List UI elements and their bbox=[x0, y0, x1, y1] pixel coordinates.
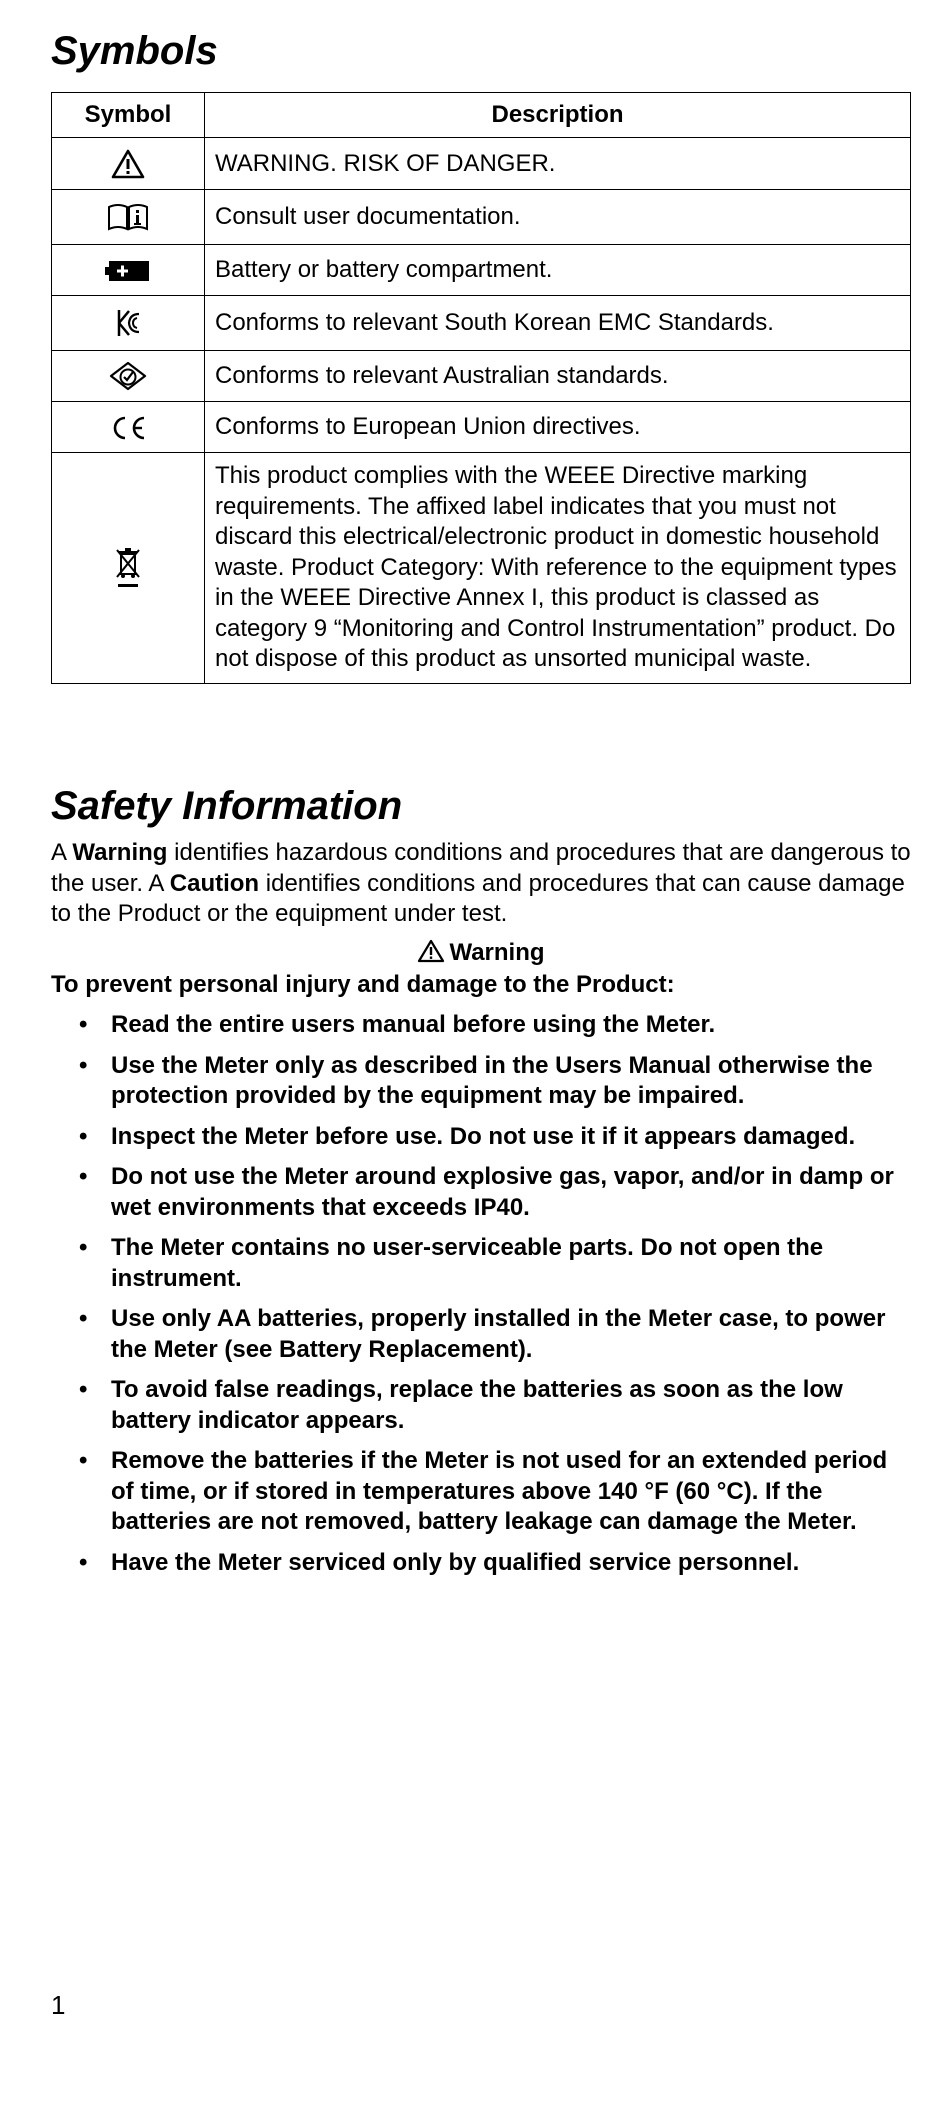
weee-crossed-bin-icon bbox=[115, 546, 141, 590]
list-item: • The Meter contains no user-serviceable parts. Do not open the instrument. bbox=[51, 1233, 911, 1294]
list-item: • Inspect the Meter before use. Do not use it if it appears damaged. bbox=[51, 1122, 911, 1153]
ce-mark-icon bbox=[109, 415, 147, 441]
page-number: 1 bbox=[51, 1990, 66, 2020]
table-header-row bbox=[52, 93, 911, 138]
table-row bbox=[52, 245, 911, 296]
table-row bbox=[52, 138, 911, 190]
warning-lead: To prevent personal injury and damage to the Product: bbox=[51, 971, 675, 998]
symbol-description: Conforms to European Union directives. bbox=[205, 402, 911, 453]
list-item: • To avoid false readings, replace the batteries as soon as the low battery indicator appears. bbox=[51, 1375, 911, 1436]
list-item: • Have the Meter serviced only by qualified service personnel. bbox=[51, 1548, 911, 1579]
warning-list bbox=[51, 1010, 911, 1588]
symbol-description: Battery or battery compartment. bbox=[205, 245, 911, 296]
symbol-description: WARNING. RISK OF DANGER. bbox=[205, 138, 911, 190]
rcm-mark-icon bbox=[108, 360, 148, 392]
caution-term: Caution bbox=[169, 869, 260, 897]
table-row bbox=[52, 190, 911, 245]
list-item: • Do not use the Meter around explosive gas, vapor, and/or in damp or wet environments that exceeds IP40. bbox=[51, 1162, 911, 1223]
symbol-column-header: Symbol bbox=[52, 93, 205, 138]
warning-heading-label: Warning bbox=[449, 939, 545, 966]
safety-intro-paragraph: A Warning identifies hazardous conditions and procedures that are dangerous to the user. A Caution identifies conditions and procedures that can cause damage to the Product or the equipment under test. bbox=[51, 839, 911, 927]
warning-triangle-icon bbox=[111, 149, 145, 179]
battery-icon bbox=[105, 259, 151, 283]
description-column-header: Description bbox=[205, 93, 911, 138]
table-row bbox=[52, 453, 911, 684]
symbol-description: This product complies with the WEEE Directive marking requirements. The affixed label indicates that you must not discard this electrical/electronic product in domestic household waste. Product Category: With reference to the equipment types in the WEEE Directive Annex I, this product is classed as category 9 “Monitoring and Control Instrumentation” product. Do not dispose of this product as unsorted municipal waste. bbox=[205, 453, 911, 684]
symbol-description: Consult user documentation. bbox=[205, 190, 911, 245]
table-row bbox=[52, 351, 911, 402]
list-item: • Remove the batteries if the Meter is not used for an extended period of time, or if stored in temperatures above 140 °F (60 °C). If the batteries are not removed, battery leakage can damage the Meter. bbox=[51, 1446, 911, 1538]
kc-mark-icon bbox=[115, 307, 141, 339]
symbols-table bbox=[51, 92, 911, 684]
table-row bbox=[52, 402, 911, 453]
list-item: • Use the Meter only as described in the Users Manual otherwise the protection provided by the equipment may be impaired. bbox=[51, 1051, 911, 1112]
symbol-description: Conforms to relevant Australian standards. bbox=[205, 351, 911, 402]
symbol-description: Conforms to relevant South Korean EMC Standards. bbox=[205, 296, 911, 351]
list-item: • Read the entire users manual before using the Meter. bbox=[51, 1010, 911, 1041]
symbols-title: Symbols bbox=[51, 29, 218, 73]
list-item: • Use only AA batteries, properly installed in the Meter case, to power the Meter (see Battery Replacement). bbox=[51, 1304, 911, 1365]
user-documentation-icon bbox=[107, 203, 149, 231]
safety-title: Safety Information bbox=[51, 784, 403, 828]
warning-heading bbox=[51, 938, 911, 968]
table-row bbox=[52, 296, 911, 351]
warning-term: Warning bbox=[72, 839, 168, 866]
warning-triangle-icon bbox=[417, 939, 445, 963]
